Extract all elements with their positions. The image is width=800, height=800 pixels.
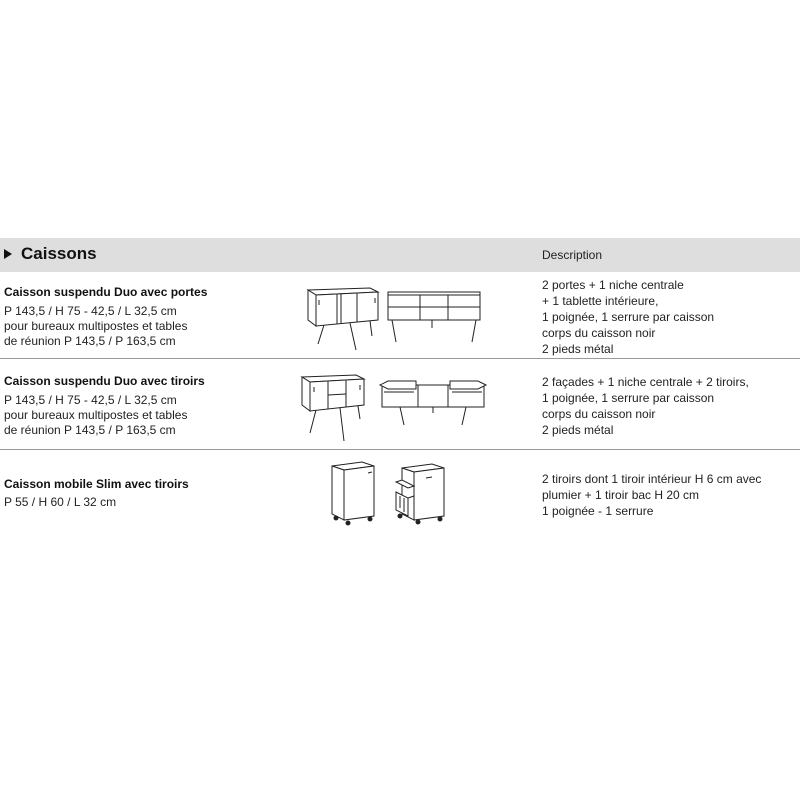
description-line: 1 poignée - 1 serrure (542, 504, 654, 518)
description-column-header: Description (542, 248, 603, 262)
cabinet-drawers-perspective-drawing (296, 373, 368, 443)
product-dimensions: P 55 / H 60 / L 32 cm (4, 495, 117, 509)
section-header (0, 238, 800, 272)
description-line: 1 poignée, 1 serrure par caisson (542, 310, 715, 324)
description-line: plumier + 1 tiroir bac H 20 cm (542, 488, 700, 502)
product-name: Caisson suspendu Duo avec tiroirs (4, 374, 205, 388)
product-dimensions: P 143,5 / H 75 - 42,5 / L 32,5 cm (4, 304, 177, 318)
description-line: 2 portes + 1 niche centrale (542, 278, 684, 292)
cabinet-doors-front-drawing (386, 290, 482, 346)
product-row (0, 450, 800, 540)
product-dimensions: P 143,5 / H 75 - 42,5 / L 32,5 cm (4, 393, 177, 407)
description-line: 2 pieds métal (542, 342, 614, 356)
product-description (542, 471, 761, 519)
description-line: + 1 tablette intérieure, (542, 294, 659, 308)
description-line: corps du caisson noir (542, 326, 656, 340)
product-note-line: pour bureaux multipostes et tables (4, 319, 188, 333)
product-description (542, 277, 714, 357)
product-name: Caisson mobile Slim avec tiroirs (4, 477, 189, 491)
mobile-pedestal-open-drawing (392, 462, 464, 524)
product-note (4, 319, 187, 349)
cabinet-drawers-front-drawing (378, 379, 488, 429)
mobile-pedestal-closed-drawing (328, 460, 380, 524)
product-note (4, 408, 187, 438)
triangle-right-icon (4, 249, 12, 259)
product-description (542, 374, 749, 438)
description-line: 2 façades + 1 niche centrale + 2 tiroirs, (542, 375, 749, 389)
description-line: corps du caisson noir (542, 407, 656, 421)
product-note-line: pour bureaux multipostes et tables (4, 408, 188, 422)
product-note-line: de réunion P 143,5 / P 163,5 cm (4, 334, 176, 348)
cabinet-doors-perspective-drawing (300, 286, 382, 352)
product-name: Caisson suspendu Duo avec portes (4, 285, 208, 299)
description-line: 2 pieds métal (542, 423, 614, 437)
product-row (0, 359, 800, 449)
product-row (0, 272, 800, 358)
section-title: Caissons (21, 244, 97, 263)
product-note-line: de réunion P 143,5 / P 163,5 cm (4, 423, 176, 437)
description-line: 2 tiroirs dont 1 tiroir intérieur H 6 cm avec (542, 472, 762, 486)
description-line: 1 poignée, 1 serrure par caisson (542, 391, 715, 405)
